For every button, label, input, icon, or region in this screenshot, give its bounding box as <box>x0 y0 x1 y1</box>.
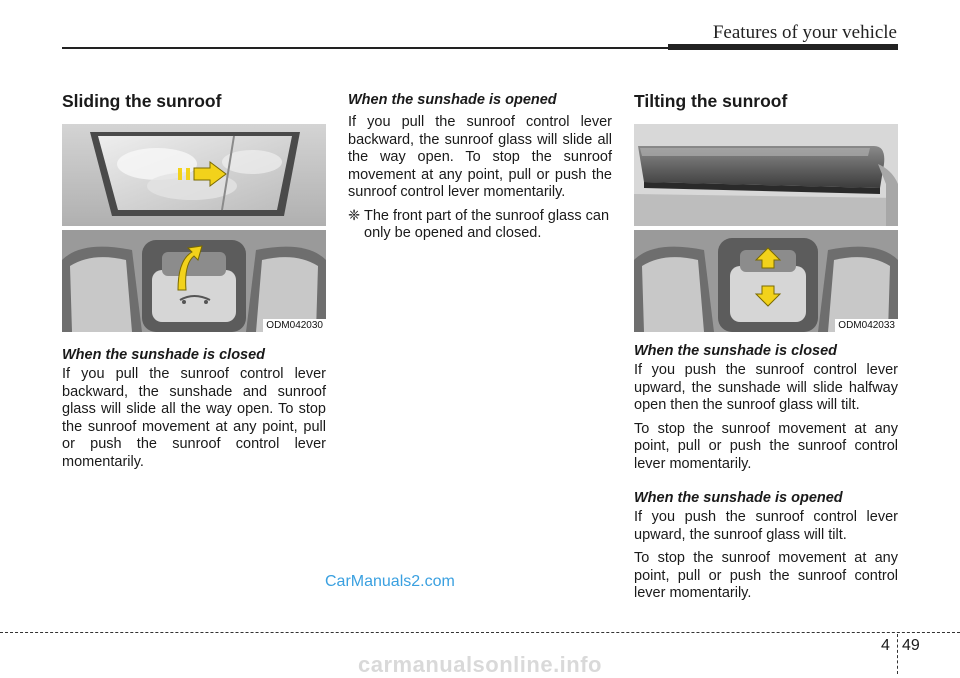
paragraph-tilt-opened-1: If you push the sunroof control lever upward, the sunroof glass will tilt. <box>634 509 898 543</box>
figure-sliding-sunroof <box>62 124 326 332</box>
chapter-number: 4 <box>881 637 890 654</box>
header-section-title: Features of your vehicle <box>712 22 897 43</box>
column-tilting <box>634 88 898 609</box>
column-sliding <box>62 88 326 477</box>
watermark-link[interactable]: CarManuals2.com <box>325 573 455 590</box>
subheading-tilt-closed: When the sunshade is closed <box>634 343 838 359</box>
paragraph-tilt-opened-2: To stop the sunroof movement at any point, pull or push the sunroof control lever momentarily. <box>634 550 898 601</box>
heading-tilting-sunroof: Tilting the sunroof <box>634 91 788 111</box>
paragraph-tilt-closed-1: If you push the sunroof control lever upward, the sunshade will slide halfway open then the sunroof glass will tilt. <box>634 362 898 413</box>
note <box>348 208 612 243</box>
control-lever-push-illustration <box>634 230 898 332</box>
sunroof-tilting-illustration <box>634 124 898 226</box>
footer-rule <box>0 632 960 633</box>
figure-tilting-sunroof <box>634 124 898 332</box>
column-sliding-opened <box>348 88 612 243</box>
watermark-site: carmanualsonline.info <box>358 652 602 677</box>
sunroof-sliding-illustration <box>62 124 326 226</box>
subheading-sunshade-opened: When the sunshade is opened <box>348 92 557 108</box>
figure-code-label: ODM042030 <box>263 319 326 332</box>
page-number: 49 <box>902 637 920 654</box>
paragraph-tilt-closed-2: To stop the sunroof movement at any point, pull or push the sunroof control lever momentarily. <box>634 420 898 472</box>
heading-sliding-sunroof: Sliding the sunroof <box>62 91 222 111</box>
note-mark-icon: ❈ <box>348 207 361 224</box>
control-lever-pull-illustration <box>62 230 326 332</box>
paragraph-sliding-closed: If you pull the sunroof control lever backward, the sunshade and sunroof glass will slide all the way open. To stop the sunroof movement at any point, pull or push the sunroof control lever momentarily. <box>62 366 326 470</box>
subheading-tilt-opened: When the sunshade is opened <box>634 490 843 506</box>
subheading-sunshade-closed: When the sunshade is closed <box>62 347 266 363</box>
figure-code-label: ODM042033 <box>835 319 898 332</box>
paragraph-sliding-opened: If you pull the sunroof control lever backward, the sunroof glass will slide all the way open. To stop the sunroof movement at any point, pull or push the sunroof control lever momentarily. <box>348 114 612 200</box>
note-text: The front part of the sunroof glass can only be opened and closed. <box>364 207 610 241</box>
header-rule-accent <box>668 44 898 50</box>
